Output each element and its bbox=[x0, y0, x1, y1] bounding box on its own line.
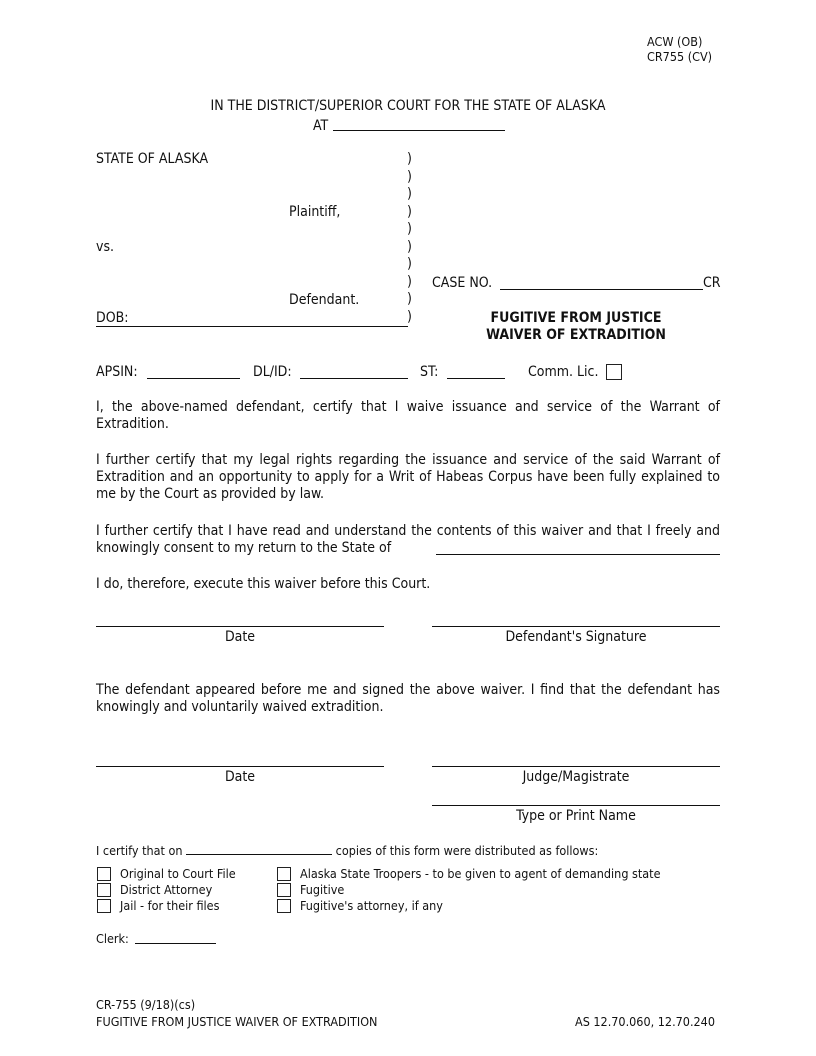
form-code-1: ACW (OB) bbox=[647, 34, 703, 49]
paren: ) bbox=[407, 238, 412, 255]
checkbox-fugitive-attorney[interactable] bbox=[277, 899, 291, 913]
paren: ) bbox=[407, 151, 412, 167]
paren: ) bbox=[407, 273, 412, 290]
distribution-prefix: I certify that on bbox=[96, 843, 183, 858]
date-label-1: Date bbox=[224, 629, 256, 645]
label-state-troopers: Alaska State Troopers - to be given to agent of demanding state bbox=[300, 866, 661, 881]
distribution-date-field[interactable] bbox=[186, 842, 332, 855]
label-fugitive-attorney: Fugitive's attorney, if any bbox=[300, 898, 443, 913]
checkbox-court-file[interactable] bbox=[97, 867, 111, 881]
dob-field[interactable] bbox=[96, 326, 408, 327]
checkbox-state-troopers[interactable] bbox=[277, 867, 291, 881]
plaintiff-label: Plaintiff, bbox=[289, 204, 341, 220]
form-title-line2: WAIVER OF EXTRADITION bbox=[486, 327, 666, 343]
print-name-line[interactable] bbox=[432, 805, 720, 806]
case-no-field[interactable] bbox=[500, 289, 703, 290]
checkbox-jail[interactable] bbox=[97, 899, 111, 913]
waiver-paragraph-3 bbox=[96, 523, 720, 557]
dlid-field[interactable] bbox=[300, 378, 408, 379]
footer-form-number: CR-755 (9/18)(cs) bbox=[96, 997, 196, 1012]
form-title-line1: FUGITIVE FROM JUSTICE bbox=[490, 310, 662, 326]
plaintiff-name: STATE OF ALASKA bbox=[96, 151, 209, 167]
defendant-signature-label: Defendant's Signature bbox=[505, 629, 647, 645]
st-field[interactable] bbox=[447, 378, 505, 379]
vs-label: vs. bbox=[96, 239, 115, 255]
st-label: ST: bbox=[420, 364, 439, 380]
date-line-1[interactable] bbox=[96, 626, 384, 627]
judge-label: Judge/Magistrate bbox=[522, 769, 630, 785]
court-location-field[interactable] bbox=[333, 130, 505, 131]
paren: ) bbox=[407, 291, 412, 307]
caption-parens bbox=[407, 151, 412, 326]
paren: ) bbox=[407, 203, 412, 220]
at-label: AT bbox=[313, 118, 329, 134]
paren: ) bbox=[407, 256, 412, 272]
defendant-label: Defendant. bbox=[289, 292, 360, 308]
case-suffix: CR bbox=[703, 275, 721, 291]
waiver-paragraph-4: I do, therefore, execute this waiver before this Court. bbox=[96, 576, 431, 592]
label-court-file: Original to Court File bbox=[120, 866, 236, 881]
paren: ) bbox=[407, 168, 412, 185]
case-no-label: CASE NO. bbox=[432, 275, 493, 291]
comm-lic-checkbox[interactable] bbox=[606, 364, 622, 380]
label-fugitive: Fugitive bbox=[300, 882, 345, 897]
waiver-paragraph-1: I, the above-named defendant, certify that I waive issuance and service of the Warrant of Extradition. bbox=[96, 399, 720, 432]
apsin-field[interactable] bbox=[147, 378, 240, 379]
label-jail: Jail - for their files bbox=[120, 898, 220, 913]
label-district-attorney: District Attorney bbox=[120, 882, 213, 897]
date-line-2[interactable] bbox=[96, 766, 384, 767]
date-label-2: Date bbox=[224, 769, 256, 785]
footer-form-name: FUGITIVE FROM JUSTICE WAIVER OF EXTRADITION bbox=[96, 1014, 378, 1029]
clerk-label: Clerk: bbox=[96, 931, 129, 946]
distribution-suffix: copies of this form were distributed as follows: bbox=[335, 843, 599, 858]
paren: ) bbox=[407, 308, 412, 325]
footer-statute: AS 12.70.060, 12.70.240 bbox=[575, 1014, 715, 1029]
comm-lic-label: Comm. Lic. bbox=[528, 364, 599, 380]
apsin-label: APSIN: bbox=[96, 364, 138, 380]
demanding-state-field[interactable] bbox=[436, 554, 720, 555]
dob-label: DOB: bbox=[96, 310, 129, 326]
form-code-2: CR755 (CV) bbox=[647, 49, 713, 64]
finding-paragraph: The defendant appeared before me and signed the above waiver. I find that the defendant has knowingly and voluntarily waived extradition. bbox=[96, 682, 720, 715]
judge-signature-line[interactable] bbox=[432, 766, 720, 767]
clerk-field[interactable] bbox=[135, 943, 216, 944]
dlid-label: DL/ID: bbox=[253, 364, 292, 380]
print-name-label: Type or Print Name bbox=[516, 808, 636, 824]
waiver-paragraph-2: I further certify that my legal rights regarding the issuance and service of the said Warrant of Extradition and an opportunity to apply for a Writ of Habeas Corpus have been fully explained to me by the Court as provided by law. bbox=[96, 452, 720, 502]
paren: ) bbox=[407, 186, 412, 202]
checkbox-fugitive[interactable] bbox=[277, 883, 291, 897]
paren: ) bbox=[407, 221, 412, 237]
paragraph-3-text: I further certify that I have read and understand the contents of this waiver and that I freely and knowingly consent to my return to the State of bbox=[96, 523, 720, 556]
defendant-signature-line[interactable] bbox=[432, 626, 720, 627]
court-title: IN THE DISTRICT/SUPERIOR COURT FOR THE STATE OF ALASKA bbox=[210, 98, 606, 114]
checkbox-district-attorney[interactable] bbox=[97, 883, 111, 897]
distribution-statement bbox=[96, 842, 598, 859]
